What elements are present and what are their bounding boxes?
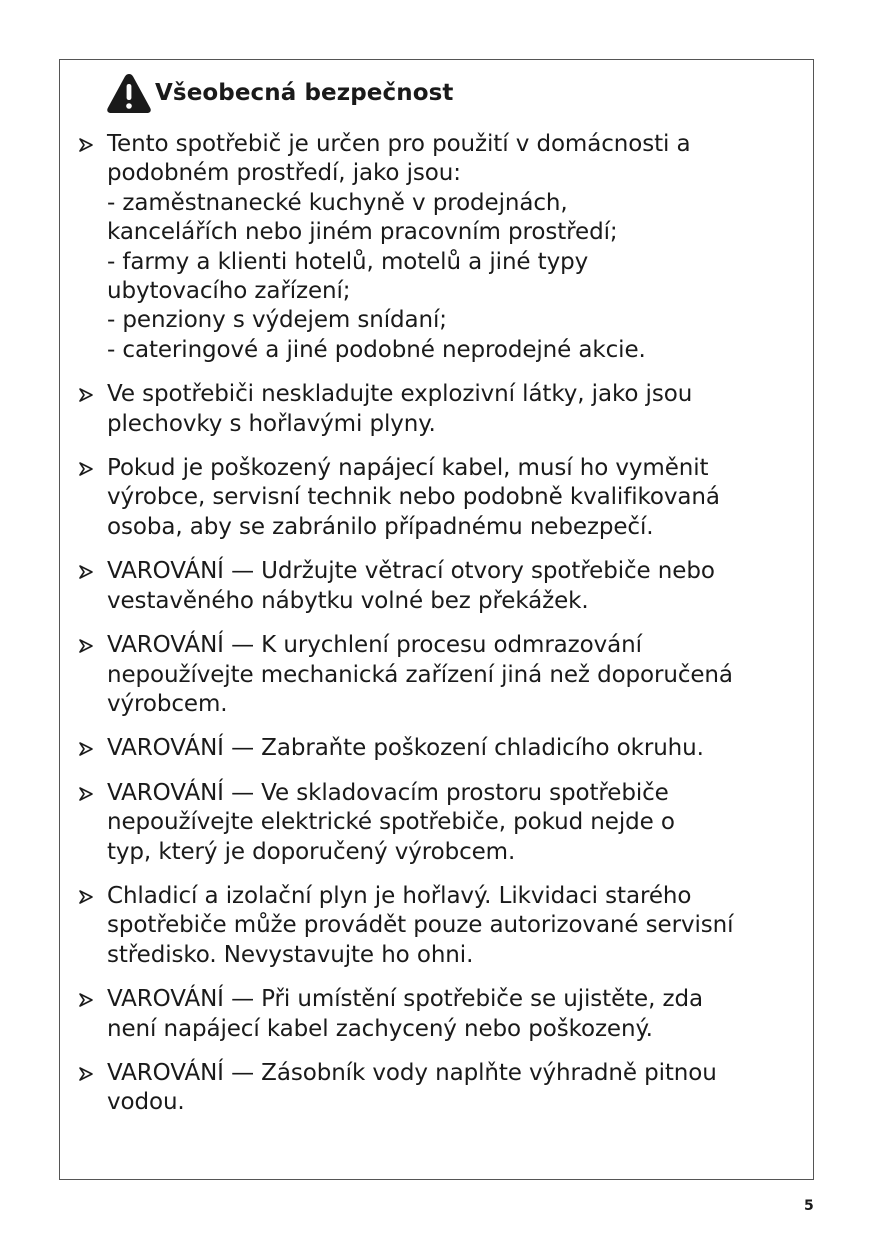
list-item — [78, 380, 798, 439]
list-item-line: vestavěného nábytku volné bez překážek. — [107, 587, 589, 614]
arrow-bullet-icon — [78, 786, 94, 802]
arrow-bullet-icon — [78, 461, 94, 477]
list-item-line: vodou. — [107, 1089, 185, 1116]
arrow-bullet-icon — [78, 564, 94, 580]
list-item — [78, 130, 798, 365]
list-item — [78, 734, 798, 763]
list-item-line: VAROVÁNÍ — K urychlení procesu odmrazování — [107, 632, 642, 659]
list-item-line: VAROVÁNÍ — Zabraňte poškození chladicího okruhu. — [107, 735, 704, 762]
list-item-line: podobném prostředí, jako jsou: — [107, 160, 461, 187]
list-item — [78, 779, 798, 867]
list-item-line: - penziony s výdejem snídaní; — [107, 307, 447, 334]
list-item-line: VAROVÁNÍ — Udržujte větrací otvory spotřebiče nebo — [107, 558, 715, 585]
list-item-line: - cateringové a jiné podobné neprodejné akcie. — [107, 336, 646, 363]
list-item-line: VAROVÁNÍ — Zásobník vody naplňte výhradně pitnou — [107, 1059, 717, 1086]
list-item-line: Ve spotřebiči neskladujte explozivní látky, jako jsou — [107, 381, 693, 408]
arrow-bullet-icon — [78, 889, 94, 905]
list-item-line: - zaměstnanecké kuchyně v prodejnách, — [107, 189, 568, 216]
arrow-bullet-icon — [78, 638, 94, 654]
list-item — [78, 454, 798, 542]
list-item-line: výrobce, servisní technik nebo podobně kvalifikovaná — [107, 484, 720, 511]
section-heading — [106, 70, 454, 116]
list-item-line: výrobcem. — [107, 690, 228, 717]
section-title: Všeobecná bezpečnost — [155, 80, 454, 106]
safety-list — [78, 130, 798, 1133]
page-number: 5 — [804, 1198, 814, 1214]
list-item-line: plechovky s hořlavými plyny. — [107, 410, 436, 437]
list-item-line: Chladicí a izolační plyn je hořlavý. Likvidaci starého — [107, 882, 692, 909]
warning-triangle-icon — [106, 72, 152, 114]
list-item — [78, 882, 798, 970]
arrow-bullet-icon — [78, 1066, 94, 1082]
list-item — [78, 985, 798, 1044]
arrow-bullet-icon — [78, 387, 94, 403]
list-item — [78, 1059, 798, 1118]
list-item-line: nepoužívejte mechanická zařízení jiná než doporučená — [107, 661, 733, 688]
list-item — [78, 631, 798, 719]
arrow-bullet-icon — [78, 137, 94, 153]
list-item-line: ubytovacího zařízení; — [107, 278, 351, 305]
list-item-line: typ, který je doporučený výrobcem. — [107, 838, 516, 865]
list-item-line: Pokud je poškozený napájecí kabel, musí ho vyměnit — [107, 455, 709, 482]
list-item-line: Tento spotřebič je určen pro použití v domácnosti a — [107, 131, 691, 157]
list-item-line: VAROVÁNÍ — Při umístění spotřebiče se ujistěte, zda — [107, 986, 703, 1013]
list-item-line: není napájecí kabel zachycený nebo poškozený. — [107, 1015, 653, 1042]
list-item-line: spotřebiče může provádět pouze autorizované servisní — [107, 912, 734, 939]
list-item-line: - farmy a klienti hotelů, motelů a jiné typy — [107, 248, 589, 275]
list-item-line: osoba, aby se zabránilo případnému nebezpečí. — [107, 513, 654, 540]
arrow-bullet-icon — [78, 741, 94, 757]
list-item — [78, 557, 798, 616]
list-item-line: nepoužívejte elektrické spotřebiče, pokud nejde o — [107, 809, 675, 836]
list-item-line: kancelářích nebo jiném pracovním prostředí; — [107, 219, 618, 246]
list-item-line: středisko. Nevystavujte ho ohni. — [107, 941, 474, 968]
list-item-line: VAROVÁNÍ — Ve skladovacím prostoru spotřebiče — [107, 779, 669, 806]
arrow-bullet-icon — [78, 992, 94, 1008]
